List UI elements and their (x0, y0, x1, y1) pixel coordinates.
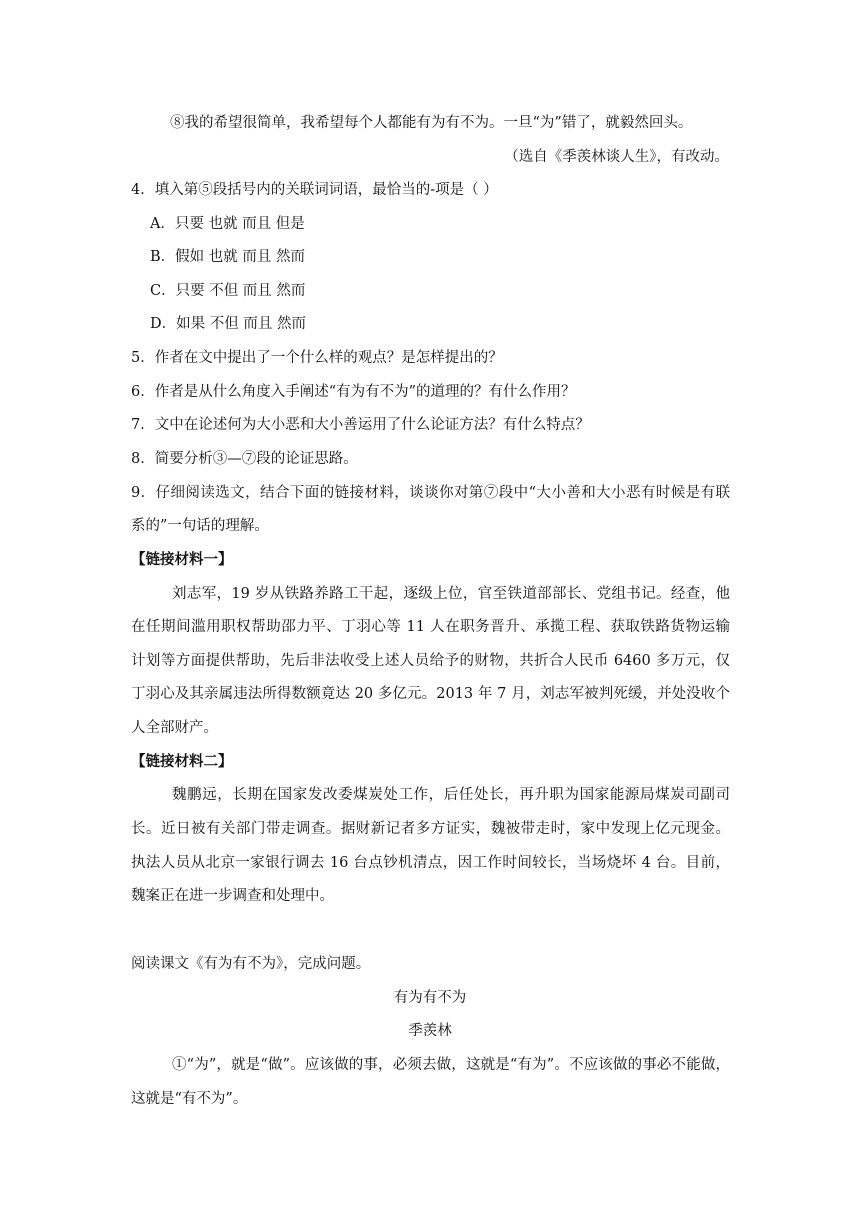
option-b: B．假如 也就 而且 然而 (150, 249, 305, 265)
material-1-title: 【链接材料一】 (131, 551, 233, 568)
material-1-line-1: 刘志军，19 岁从铁路养路工干起，逐级上位，官至铁道部部长、党组书记。经查，他 (172, 586, 730, 602)
material-2-line-1: 魏鹏远，长期在国家发改委煤炭处工作，后任处长，再升职为国家能源局煤炭司副司 (172, 787, 730, 803)
paragraph-1-line-1: ①“为”，就是“做”。应该做的事，必须去做，这就是“有为”。不应该做的事必不能做， (172, 1057, 730, 1073)
question-6: 6．作者是从什么角度入手阐述“有为有不为”的道理的？有什么作用？ (131, 384, 576, 400)
question-8: 8．简要分析③—⑦段的论证思路。 (131, 451, 358, 467)
paragraph-8: ⑧我的希望很简单，我希望每个人都能有为有不为。一旦“为”错了，就毅然回头。 (170, 115, 693, 131)
material-2-line-4: 魏案正在进一步调查和处理中。 (131, 888, 334, 904)
option-c: C．只要 不但 而且 然而 (150, 283, 306, 299)
material-1-line-3: 计划等方面提供帮助，先后非法收受上述人员给予的财物，共折合人民币 6460 多万元，仅 (131, 653, 730, 669)
question-4: 4．填入第⑤段括号内的关联词词语，最恰当的-项是（ ） (131, 182, 498, 198)
material-1-line-4: 丁羽心及其亲属违法所得数额竟达 20 多亿元。2013 年 7 月，刘志军被判死缓，并处没收个 (131, 686, 730, 702)
option-d: D．如果 不但 而且 然而 (150, 316, 306, 332)
article-title: 有为有不为 (393, 990, 467, 1006)
material-1-line-2: 在任期间滥用职权帮助邵力平、丁羽心等 11 人在职务晋升、承揽工程、获取铁路货物运输 (131, 619, 730, 635)
material-1-line-5: 人全部财产。 (131, 720, 218, 736)
article-author: 季羡林 (408, 1023, 452, 1039)
question-5: 5．作者在文中提出了一个什么样的观点？是怎样提出的？ (131, 350, 503, 366)
question-9-line-1: 9．仔细阅读选文，结合下面的链接材料，谈谈你对第⑦段中“大小善和大小恶有时候是有联 (131, 485, 730, 501)
reading-intro: 阅读课文《有为有不为》，完成问题。 (131, 956, 371, 972)
material-2-line-2: 长。近日被有关部门带走调查。据财新记者多方证实，魏被带走时，家中发现上亿元现金。 (131, 821, 730, 837)
option-a: A．只要 也就 而且 但是 (150, 216, 305, 232)
material-2-line-3: 执法人员从北京一家银行调去 16 台点钞机清点，因工作时间较长，当场烧坏 4 台。目前， (131, 855, 730, 871)
source-note: （选自《季羡林谈人生》，有改动。 (504, 149, 729, 165)
question-9-line-2: 系的”一句话的理解。 (131, 518, 269, 534)
question-7: 7．文中在论述何为大小恶和大小善运用了什么论证方法？有什么特点？ (131, 417, 590, 433)
material-2-title: 【链接材料二】 (131, 753, 233, 770)
paragraph-1-line-2: 这就是“有不为”。 (131, 1091, 248, 1107)
